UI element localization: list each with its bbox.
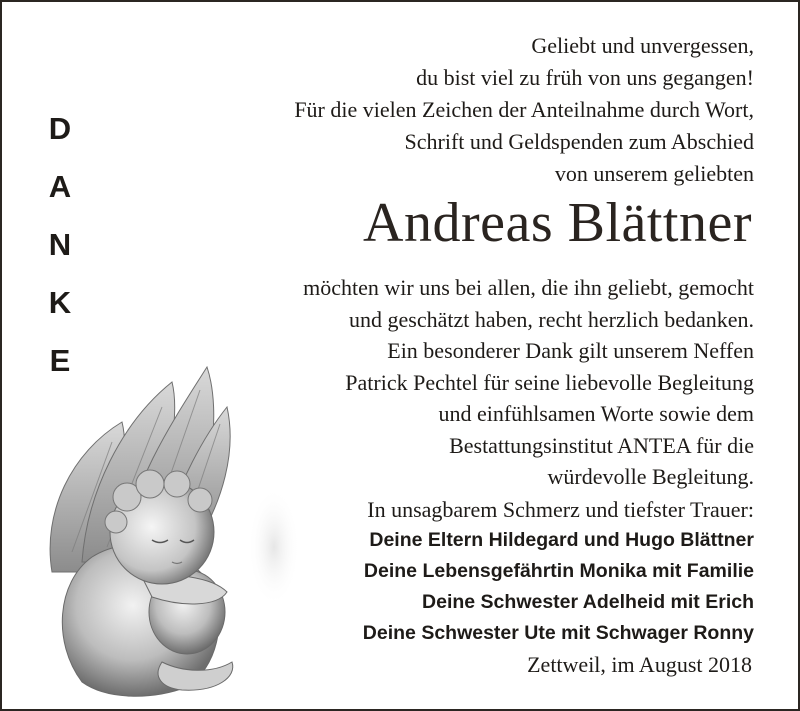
danke-vertical-heading bbox=[40, 100, 80, 390]
danke-letter: E bbox=[49, 343, 71, 378]
danke-letter: N bbox=[48, 227, 72, 262]
thanks-line: Ein besonderer Dank gilt unserem Neffen bbox=[387, 338, 754, 363]
intro-line: du bist viel zu früh von uns gegangen! bbox=[416, 65, 754, 90]
deceased-name: Andreas Blättner bbox=[363, 192, 752, 254]
thanks-line: Bestattungsinstitut ANTEA für die bbox=[449, 432, 754, 458]
mourner-line: Deine Lebensgefährtin Monika mit Familie bbox=[363, 560, 754, 582]
thanks-line: und einfühlsamen Worte sowie dem bbox=[438, 401, 754, 426]
thanks-line: würdevolle Begleitung. bbox=[547, 464, 754, 489]
mourners-block bbox=[363, 494, 754, 649]
sleeping-angel-image bbox=[12, 362, 312, 702]
intro-line: Geliebt und unvergessen, bbox=[531, 33, 754, 58]
intro-line: Für die vielen Zeichen der Anteilnahme durch Wort, bbox=[294, 97, 754, 122]
intro-text bbox=[294, 30, 754, 190]
mourner-line: Deine Schwester Adelheid mit Erich bbox=[422, 591, 754, 613]
danke-letter: K bbox=[48, 285, 72, 320]
mourner-line: Deine Eltern Hildegard und Hugo Blättner bbox=[369, 529, 754, 551]
place-date: Zettweil, im August 2018 bbox=[527, 652, 752, 677]
thanks-line: Patrick Pechtel für seine liebevolle Begleitung bbox=[345, 369, 754, 395]
thanks-line: und geschätzt haben, recht herzlich bedanken. bbox=[349, 306, 754, 332]
thanks-text bbox=[303, 272, 754, 493]
danke-letter: A bbox=[48, 169, 72, 204]
intro-line: von unserem geliebten bbox=[554, 161, 754, 186]
intro-line: Schrift und Geldspenden zum Abschied bbox=[404, 129, 754, 154]
thanks-line: möchten wir uns bei allen, die ihn geliebt, gemocht bbox=[303, 275, 754, 300]
mourning-intro: In unsagbarem Schmerz und tiefster Trauer: bbox=[367, 497, 754, 522]
danke-letter: D bbox=[48, 111, 72, 146]
mourner-line: Deine Schwester Ute mit Schwager Ronny bbox=[362, 622, 754, 644]
